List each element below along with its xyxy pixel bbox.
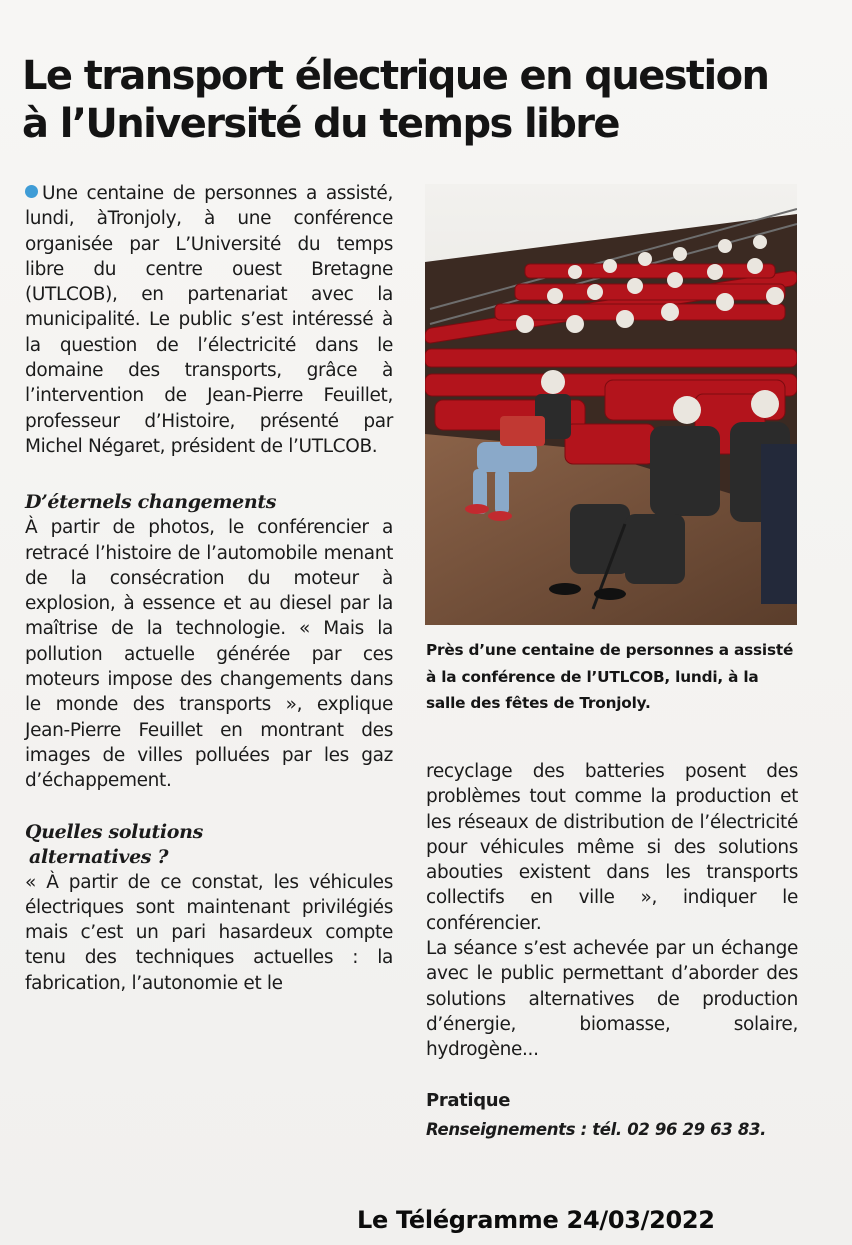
intro-text: Une centaine de personnes a assisté, lundi, àTronjoly, à une conférence organisée par L’Université du temps libre du centre ouest Bretagne (UTLCOB), en partenariat avec la municipalité. Le public s’est intéressé à la question de l’électricité dans le domaine des transports, grâce à l’intervention de Jean-Pierre Feuillet, professeur d’Histoire, présenté par Michel Négaret, président de l’UTLCOB. [25,183,393,457]
section-1-heading: D’éternels changements [25,491,277,514]
left-column [25,181,393,996]
section-1-paragraph: À partir de photos, le conférencier a retracé l’histoire de l’automobile menant de la consécration du moteur à explosion, à essence et au diesel par la maîtrise de la technologie. « Mais la pollution actuelle générée par ces moteurs impose des changements dans le monde des transports », explique Jean-Pierre Feuillet en montrant des images de villes polluées par les gaz d’échappement. [25,517,393,792]
section-2-paragraph-left: « À partir de ce constat, les véhicules électriques sont maintenant privilégiés mais c’est un pari hasardeux compte tenu des techniques actuelles : la fabrication, l’autonomie et le [25,871,393,994]
source-credit: Le Télégramme 24/03/2022 [357,1206,715,1234]
right-column [426,759,798,1142]
pratique-heading: Pratique [426,1089,511,1111]
photo-caption: Près d’une centaine de personnes a assisté à la conférence de l’UTLCOB, lundi, à la salle des fêtes de Tronjoly. [426,641,794,712]
pratique-contact: Renseignements : tél. 02 96 29 63 83. [426,1119,767,1139]
bullet-dot-icon [25,185,38,198]
section-2-paragraph-right: recyclage des batteries posent des problèmes tout comme la production et les réseaux de distribution de l’électricité pour véhicules même si des solutions abouties existent dans les transports collectifs en ville », indiquer le conférencier. [426,761,798,934]
headline-line-1: Le transport électrique en question [22,53,769,99]
closing-paragraph: La séance s’est achevée par un échange avec le public permettant d’aborder des solutions alternatives de production d’énergie, biomasse, solaire, hydrogène... [426,938,798,1061]
headline [22,52,822,148]
section-2-heading-line-1: Quelles solutions [25,820,203,843]
audience-in-red-seats-illustration [425,184,797,625]
intro-paragraph [25,181,393,459]
conference-photo [425,184,797,625]
section-2-heading-line-2: alternatives ? [29,845,169,868]
headline-line-2: à l’Université du temps libre [22,101,619,147]
